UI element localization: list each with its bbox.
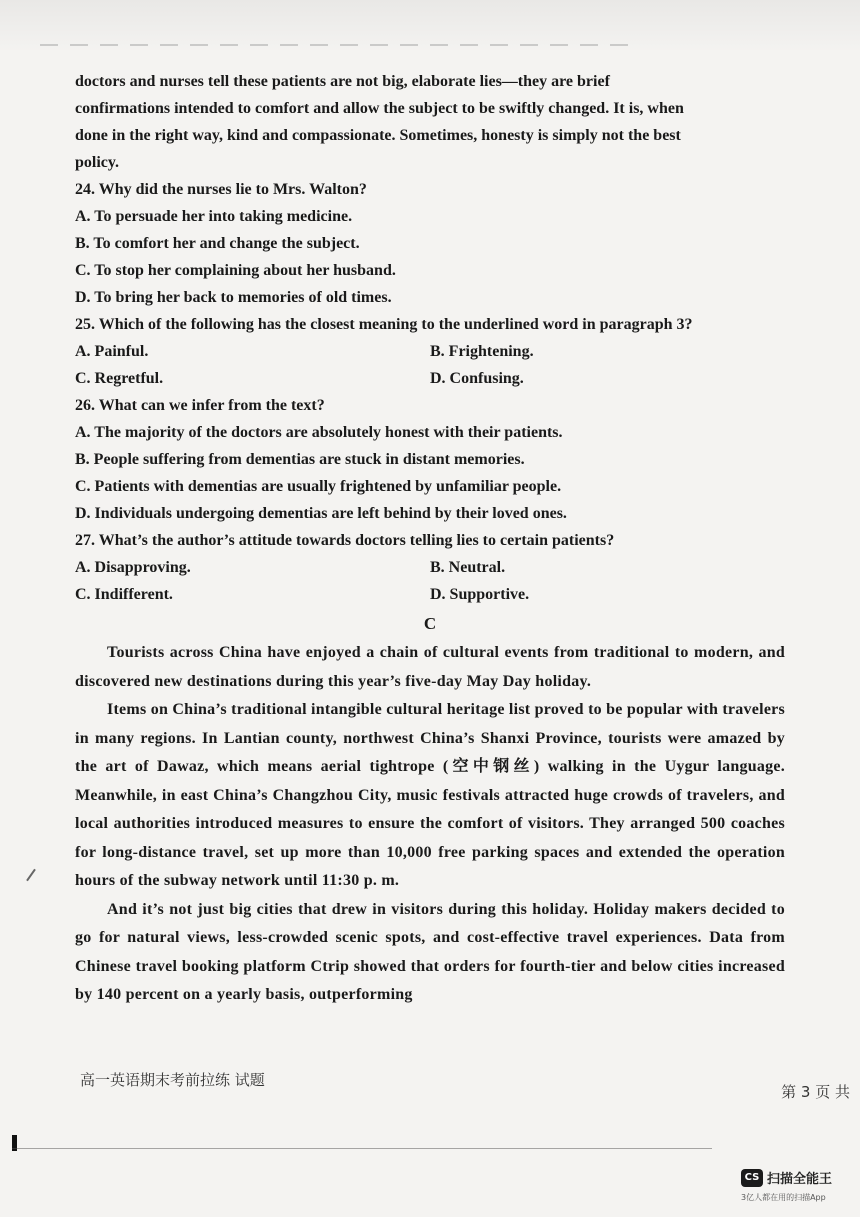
question-26	[75, 392, 785, 527]
question-stem: 25. Which of the following has the closest meaning to the underlined word in paragraph 3?	[75, 316, 693, 333]
passage-paragraph: Tourists across China have enjoyed a chain of cultural events from traditional to modern, and discovered new destinations during this year’s five-day May Day holiday.	[75, 644, 785, 690]
option-a: A. To persuade her into taking medicine.	[75, 208, 353, 225]
option-a: A. The majority of the doctors are absolutely honest with their patients.	[75, 424, 563, 441]
question-25	[75, 311, 785, 392]
option-b: B. Neutral.	[430, 559, 506, 576]
option-row	[75, 365, 785, 392]
question-24	[75, 176, 785, 311]
option-d: D. Supportive.	[430, 586, 530, 603]
question-stem: 26. What can we infer from the text?	[75, 397, 325, 414]
question-27	[75, 527, 785, 608]
scan-artifact-line	[40, 44, 640, 46]
exam-page	[75, 68, 785, 1010]
option-b: B. Frightening.	[430, 343, 534, 360]
option-row	[75, 554, 785, 581]
passage-line: policy.	[75, 154, 120, 171]
footer-exam-title: 高一英语期末考前拉练 试题	[80, 1071, 265, 1089]
question-stem: 24. Why did the nurses lie to Mrs. Walton?	[75, 181, 367, 198]
option-d: D. To bring her back to memories of old times.	[75, 289, 392, 306]
passage-paragraph: Items on China’s traditional intangible cultural heritage list proved to be popular with travelers in many regions. In Lantian county, northwest China’s Shanxi Province, tourists were amazed by the art of Dawaz, which means aerial tightrope (空中钢丝) walking in the Uygur language. Meanwhile, in east China’s Changzhou City, music festivals attracted huge crowds of travelers, and local authorities introduced measures to ensure the comfort of visitors. They arranged 500 coaches for long-distance travel, set up more than 10,000 free parking spaces and extended the operation hours of the subway network until 11:30 p. m.	[75, 701, 785, 889]
camscanner-tagline: 3亿人都在用的扫描App	[741, 1193, 826, 1202]
page-edge-line	[12, 1148, 712, 1149]
option-row	[75, 338, 785, 365]
option-row	[75, 581, 785, 608]
passage-line: doctors and nurses tell these patients are not big, elaborate lies—they are brief	[75, 73, 610, 90]
option-c: C. Regretful.	[75, 370, 164, 387]
pen-mark	[26, 869, 36, 882]
option-c: C. To stop her complaining about her husband.	[75, 262, 396, 279]
camscanner-watermark	[741, 1168, 832, 1187]
option-c: C. Indifferent.	[75, 586, 173, 603]
passage-paragraph: And it’s not just big cities that drew in visitors during this holiday. Holiday makers decided to go for natural views, less-crowded scenic spots, and cost-effective travel experiences. Data from Chinese travel booking platform Ctrip showed that orders for fourth-tier and below cities increased by 140 percent on a yearly basis, outperforming	[75, 900, 785, 1003]
section-heading: C	[423, 614, 437, 633]
footer-page-number: 第 3 页 共	[781, 1083, 850, 1101]
option-a: A. Painful.	[75, 343, 149, 360]
question-stem: 27. What’s the author’s attitude towards doctors telling lies to certain patients?	[75, 532, 615, 549]
option-d: D. Individuals undergoing dementias are left behind by their loved ones.	[75, 505, 567, 522]
passage-line: done in the right way, kind and compassionate. Sometimes, honesty is simply not the best	[75, 127, 681, 144]
option-c: C. Patients with dementias are usually frightened by unfamiliar people.	[75, 478, 562, 495]
option-a: A. Disapproving.	[75, 559, 191, 576]
option-b: B. People suffering from dementias are stuck in distant memories.	[75, 451, 525, 468]
camscanner-name: 扫描全能王	[767, 1172, 833, 1187]
option-d: D. Confusing.	[430, 370, 524, 387]
passage-line: confirmations intended to comfort and allow the subject to be swiftly changed. It is, when	[75, 100, 684, 117]
option-b: B. To comfort her and change the subject.	[75, 235, 360, 252]
camscanner-logo-icon: CS	[741, 1169, 763, 1187]
